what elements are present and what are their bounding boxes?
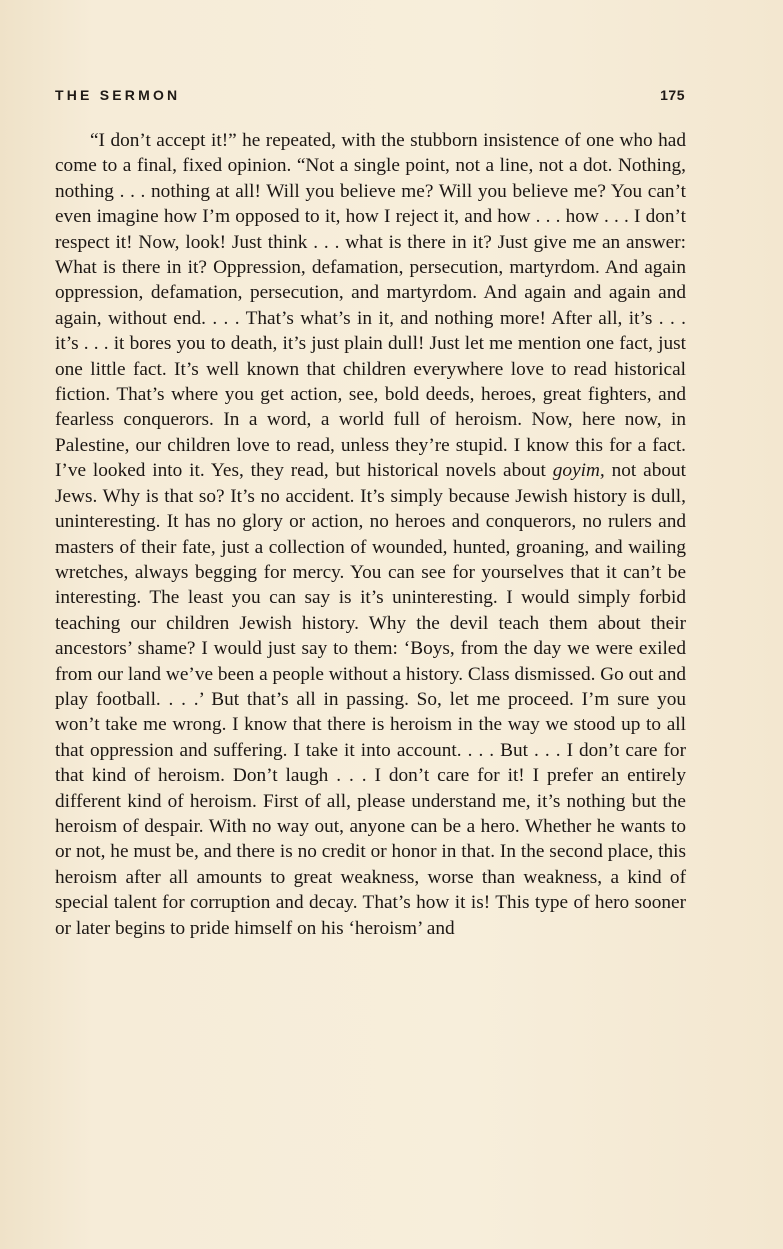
paragraph-text-part-2: not about Jews. Why is that so? It’s no accident. It’s simply because Jewish history is dull, uninteresting. It has no glory or action, no heroes and conquerors, no rulers and masters of their fate, just a collection of wounded, hunted, groaning, and wailing wretches, always begging for mercy. You can see for yourselves that it can’t be interesting. The least you can say is it’s uninteresting. I would simply forbid teaching our children Jewish history. Why the devil teach them about their ancestors’ shame? I would just say to them: ‘Boys, from the day we were exiled from our land we’ve been a people without a history. Class dismissed. Go out and play football. . . .’ But that’s all in passing. So, let me proceed. I’m sure you won’t take me wrong. I know that there is heroism in the way we stood up to all that oppression and suffering. I take it into account. . . . But . . . I don’t care for that kind of heroism. Don’t laugh . . . I don’t care for it! I prefer an entirely different kind of heroism. First of all, please understand me, it’s nothing but the heroism of despair. With no way out, anyone can be a hero. Whether he wants to or not, he must be, and there is no credit or honor in that. In the second place, this heroism after all amounts to great weakness, worse than weakness, a kind of special talent for corruption and decay. That’s how it is! This type of hero sooner or later begins to pride himself on his ‘heroism’ and <box>55 460 686 939</box>
italic-word-goyim: goyim, <box>552 460 605 482</box>
running-head <box>55 87 685 107</box>
body-paragraph <box>55 128 686 941</box>
running-title: THE SERMON <box>55 87 181 103</box>
page-number: 175 <box>660 87 685 103</box>
paragraph-text-part-1: “I don’t accept it!” he repeated, with the stubborn insistence of one who had come to a final, fixed opinion. “Not a single point, not a line, not a dot. Nothing, nothing . . . nothing at all! Will you believe me? Will you believe me? You can’t even imagine how I’m opposed to it, how I reject it, and how . . . how . . . I don’t respect it! Now, look! Just think . . . what is there in it? Just give me an answer: What is there in it? Oppression, defamation, persecution, martyrdom. And again oppression, defamation, persecution, and martyrdom. And again and again and again, without end. . . . That’s what’s in it, and nothing more! After all, it’s . . . it’s . . . it bores you to death, it’s just plain dull! Just let me mention one fact, just one little fact. It’s well known that children everywhere love to read historical fiction. That’s where you get action, see, bold deeds, heroes, great fighters, and fearless conquerors. In a word, a world full of heroism. Now, here now, in Palestine, our children love to read, unless they’re stupid. I know this for a fact. I’ve looked into it. Yes, they read, but historical novels about <box>55 130 686 482</box>
